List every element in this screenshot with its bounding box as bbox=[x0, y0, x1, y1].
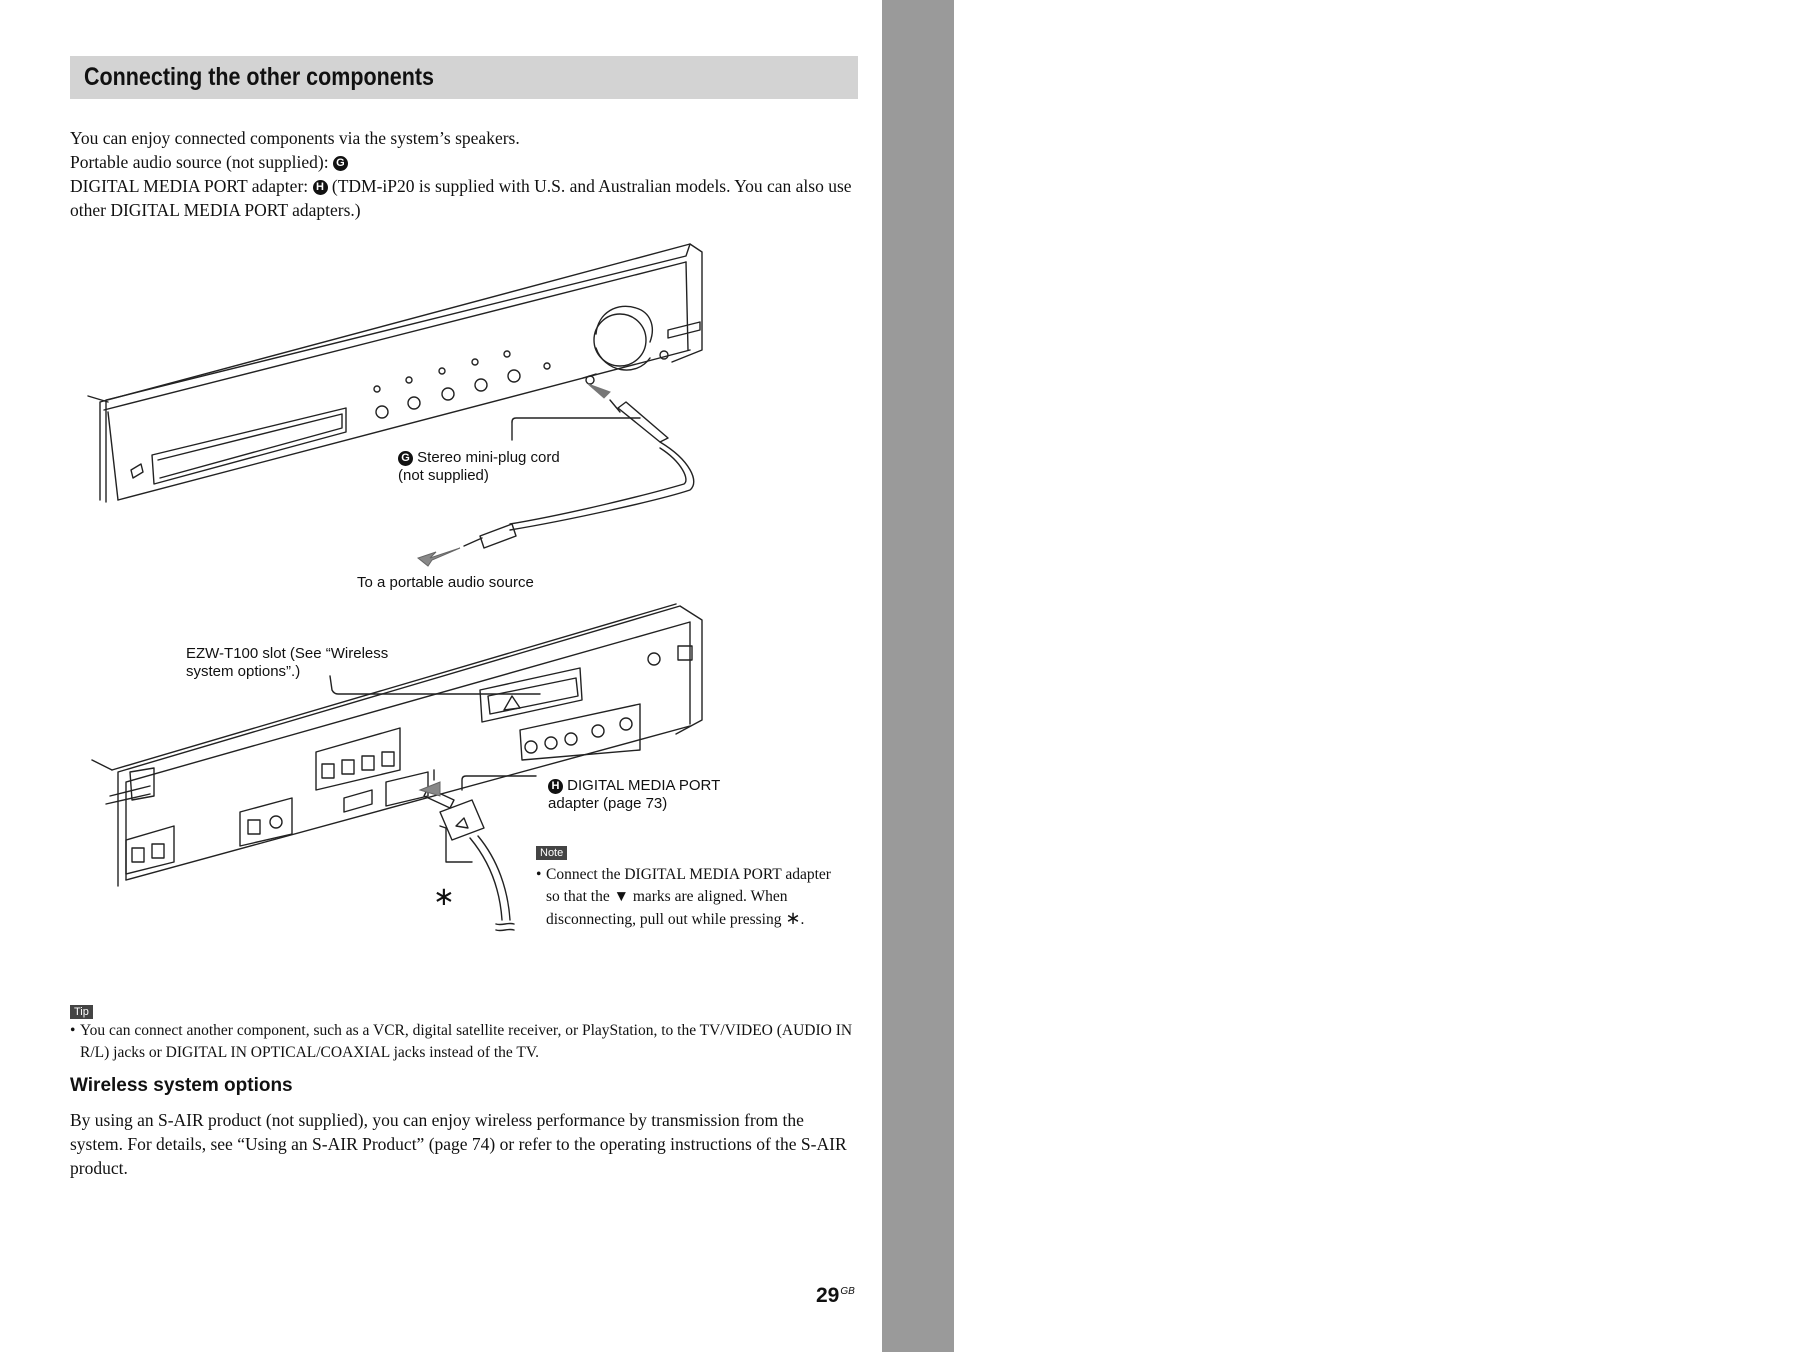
wireless-body: By using an S-AIR product (not supplied), you can enjoy wireless performance by transmission from the system. For details, see “Using an S-AIR Product” (page 74) or refer to the operating instructions of the S-AIR product. bbox=[70, 1110, 847, 1178]
badge-g-icon: G bbox=[398, 451, 413, 466]
badge-g-icon: G bbox=[333, 156, 348, 171]
page-number-suffix: GB bbox=[840, 1286, 855, 1297]
badge-h-icon: H bbox=[313, 180, 328, 195]
intro-line-2-text: Portable audio source (not supplied): bbox=[70, 152, 333, 172]
note-bullet-item bbox=[536, 864, 836, 931]
callout-stereo-cord-text: Stereo mini-plug cord (not supplied) bbox=[398, 449, 560, 484]
note-tag: Note bbox=[536, 846, 567, 860]
intro-line-3-rest: (TDM-iP20 is supplied with U.S. and Australian models. You can also use other DIGITAL MEDIA PORT adapters.) bbox=[70, 176, 852, 220]
note-text-before: Connect the DIGITAL MEDIA PORT adapter so that the bbox=[546, 866, 831, 905]
note-bullet-body bbox=[546, 864, 836, 931]
callout-dmport-adapter-text: DIGITAL MEDIA PORT adapter (page 73) bbox=[548, 777, 720, 812]
tip-bullet-item bbox=[70, 1020, 860, 1064]
front-panel-unit-illustration bbox=[88, 244, 702, 502]
tip-text bbox=[70, 1020, 860, 1064]
section-tab-label: Getting Started bbox=[1790, 129, 1811, 251]
badge-h-icon: H bbox=[548, 779, 563, 794]
tip-bullet-body: You can connect another component, such as a VCR, digital satellite receiver, or PlayStation, to the TV/VIDEO (AUDIO IN R/L) jacks or DIGITAL IN OPTICAL/COAXIAL jacks instead of the TV. bbox=[80, 1022, 853, 1061]
asterisk-icon: ∗ bbox=[785, 908, 801, 929]
intro-line-1: You can enjoy connected components via the system’s speakers. bbox=[70, 128, 520, 148]
triangle-mark-icon: ▼ bbox=[613, 888, 629, 905]
note-text-end: . bbox=[800, 911, 805, 928]
note-text-after: marks are aligned. When disconnecting, pull out while pressing bbox=[546, 888, 788, 928]
adapter-direction-arrow-icon bbox=[420, 782, 440, 796]
intro-line-3-text: DIGITAL MEDIA PORT adapter: bbox=[70, 176, 313, 196]
portable-source-label: To a portable audio source bbox=[357, 574, 534, 591]
bullet-icon: • bbox=[536, 866, 542, 883]
portable-direction-arrow-icon bbox=[418, 548, 460, 566]
section-title: Connecting the other components bbox=[84, 63, 434, 91]
page-number-value: 29 bbox=[816, 1284, 840, 1307]
tip-tag: Tip bbox=[70, 1005, 93, 1019]
note-text bbox=[536, 864, 836, 931]
callout-stereo-cord bbox=[398, 449, 588, 485]
ezw-slot-label: EZW-T100 slot (See “Wireless system options”.) bbox=[186, 645, 389, 680]
plug-direction-arrow-icon bbox=[588, 384, 610, 398]
callout-dmport-adapter bbox=[548, 777, 748, 813]
page-number bbox=[816, 1284, 855, 1308]
bullet-icon: • bbox=[70, 1022, 76, 1039]
wireless-heading: Wireless system options bbox=[70, 1075, 293, 1096]
asterisk-marker-icon: ∗ bbox=[433, 882, 455, 912]
